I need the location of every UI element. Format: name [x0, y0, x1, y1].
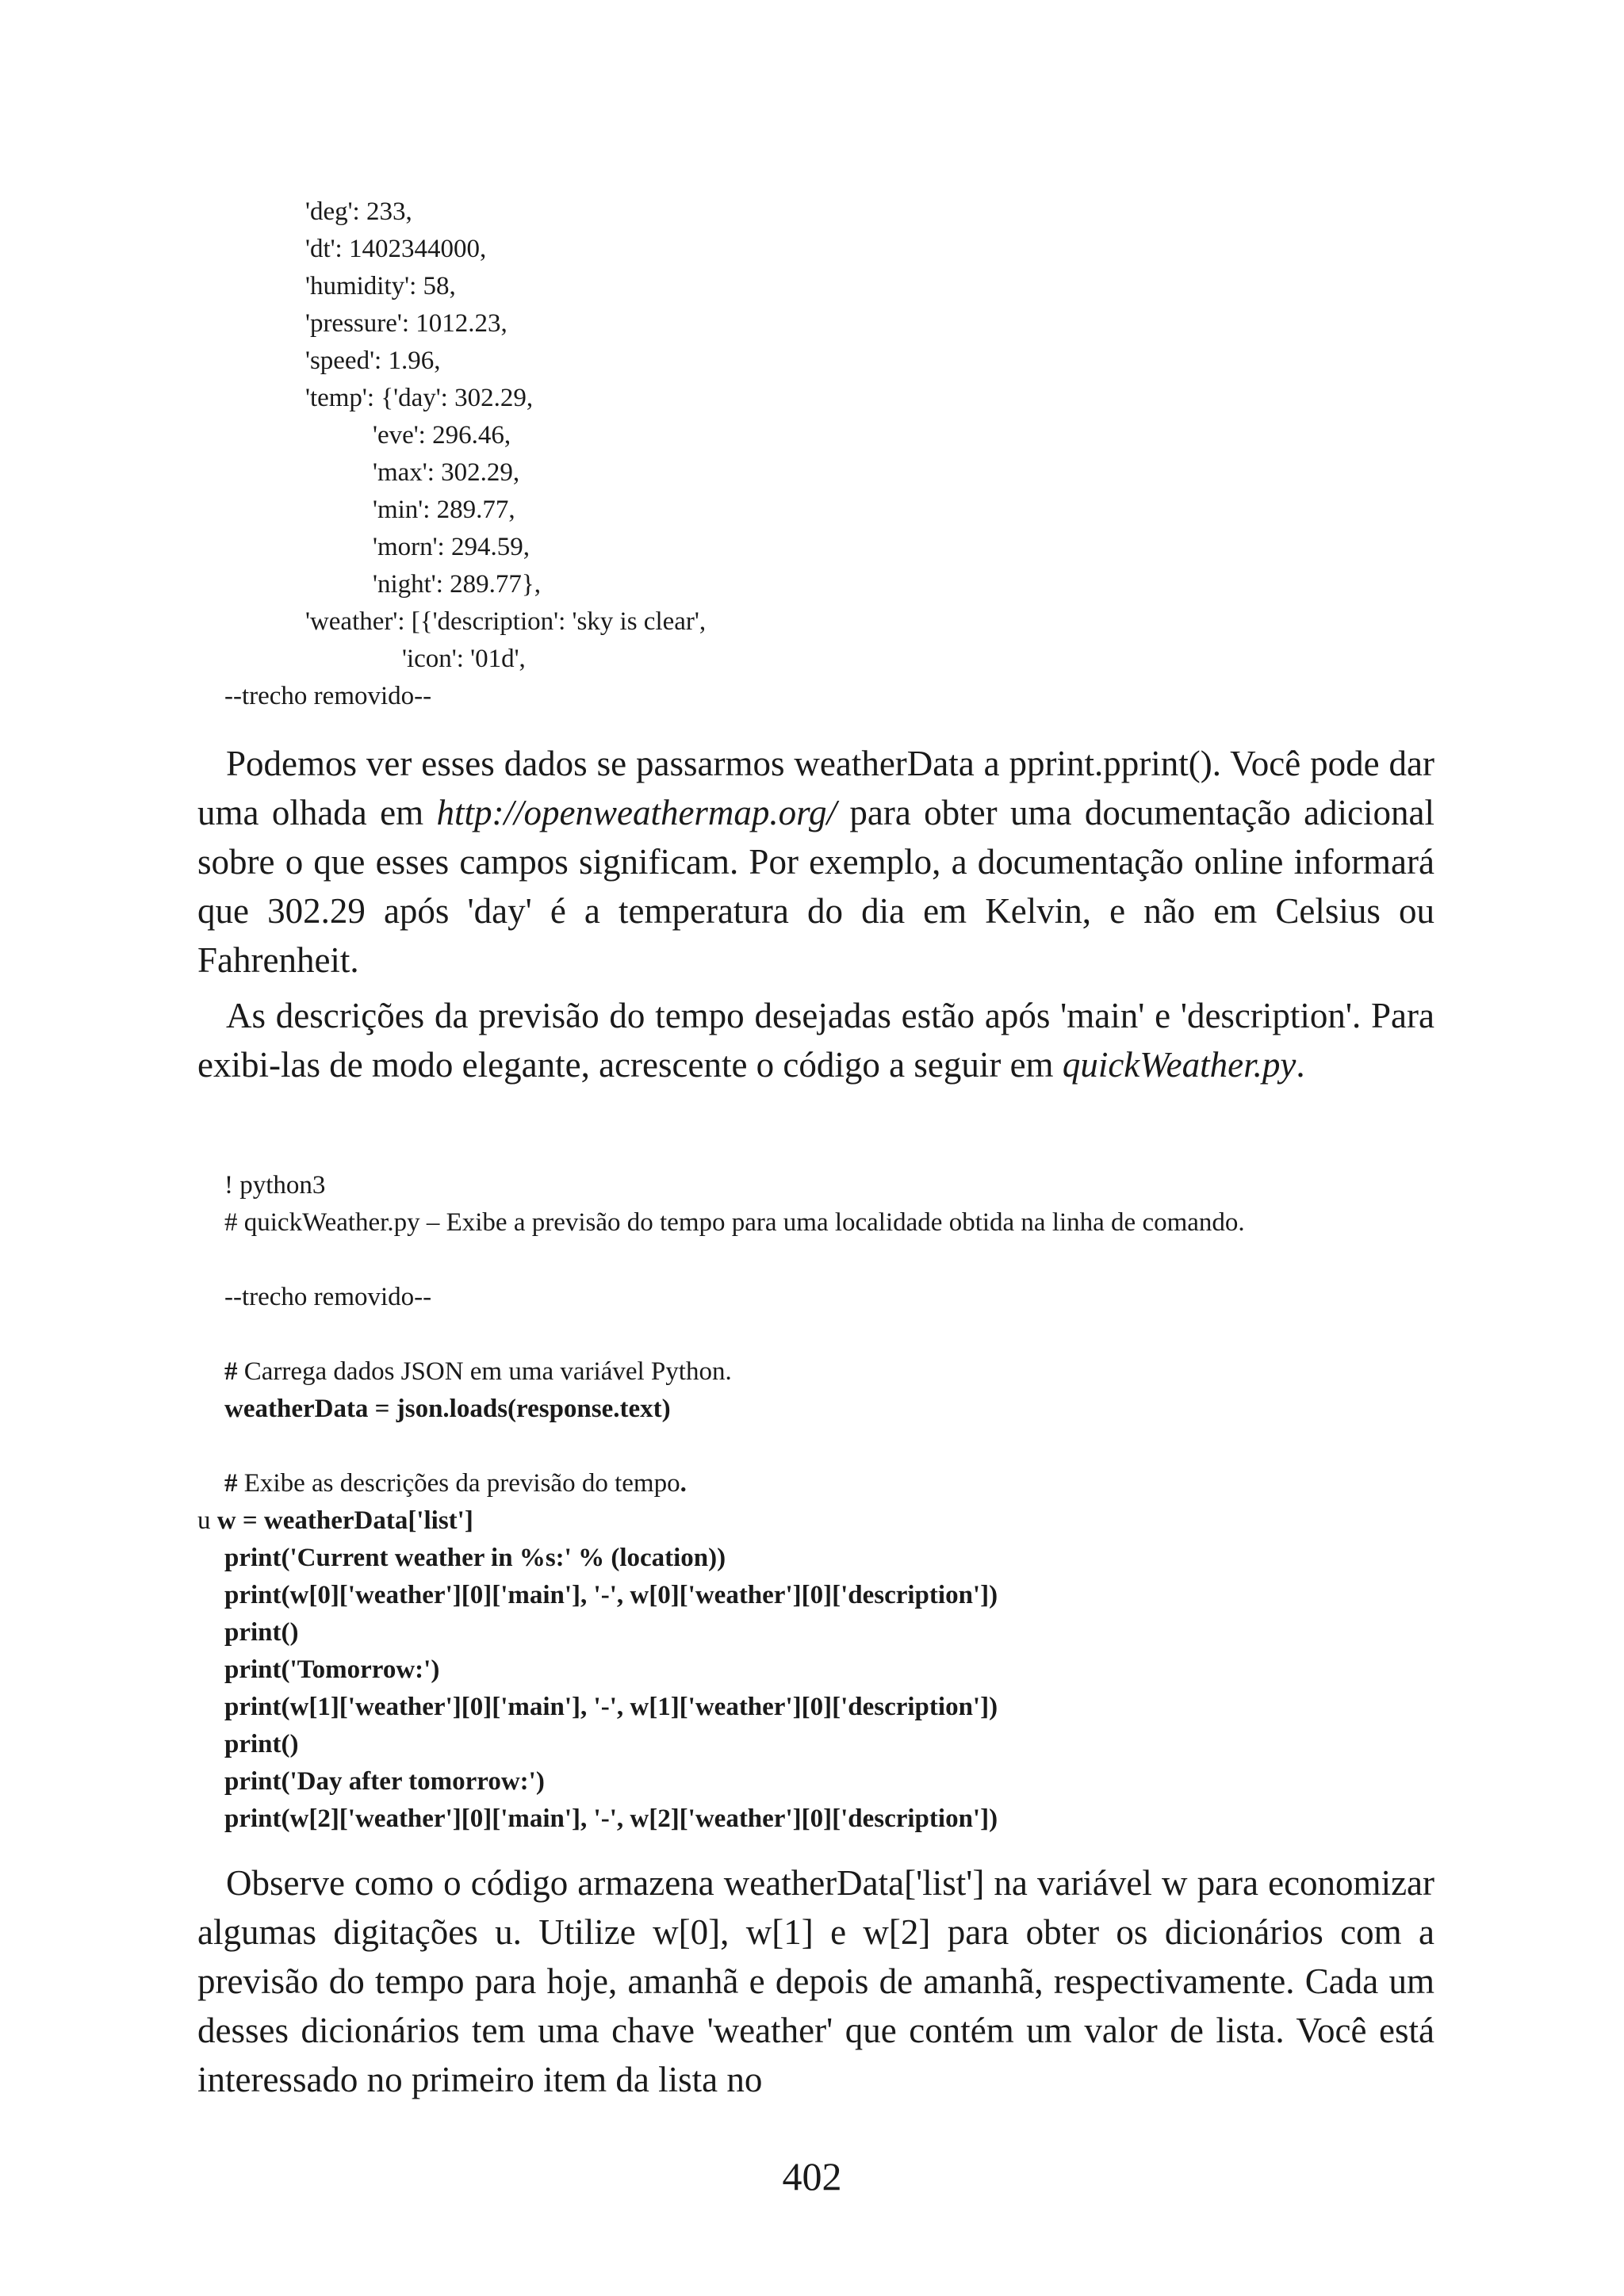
- code-line: 'speed': 1.96,: [305, 346, 441, 375]
- code-line: [197, 1502, 473, 1540]
- body-paragraph: [197, 991, 1434, 1089]
- code-line: print(): [224, 1618, 299, 1647]
- code-line: print(w[1]['weather'][0]['main'], '-', w[1]['weather'][0]['description']): [224, 1693, 998, 1721]
- code-line: print('Tomorrow:'): [224, 1655, 440, 1684]
- paragraph-text: Podemos ver esses dados se passarmos weatherData a pprint.pprint(). Você pode dar uma olhada em: [197, 744, 1434, 832]
- code-line: 'icon': '01d',: [402, 645, 526, 673]
- comment-hash: #: [224, 1357, 238, 1386]
- code-line: print(): [224, 1730, 299, 1758]
- code-line: 'eve': 296.46,: [373, 421, 511, 450]
- code-line: weatherData = json.loads(response.text): [224, 1395, 671, 1423]
- code-line: 'max': 302.29,: [373, 458, 520, 487]
- code-line: 'dt': 1402344000,: [305, 235, 487, 263]
- code-line-removed: --trecho removido--: [224, 1283, 432, 1311]
- code-line: print('Day after tomorrow:'): [224, 1767, 545, 1796]
- code-line: 'min': 289.77,: [373, 496, 515, 524]
- filename-text: quickWeather.py: [1062, 1045, 1297, 1085]
- paragraph-text: As descrições da previsão do tempo desejadas estão após 'main' e 'description'. Para exibi-las de modo elegante, acrescente o código a seguir em: [197, 996, 1434, 1085]
- code-line: 'night': 289.77},: [373, 570, 541, 599]
- comment-text: Carrega dados JSON em uma variável Python.: [237, 1357, 732, 1386]
- code-line: print(w[0]['weather'][0]['main'], '-', w[0]['weather'][0]['description']): [224, 1581, 998, 1609]
- code-line-removed: --trecho removido--: [224, 682, 432, 710]
- line-marker: u: [197, 1506, 217, 1535]
- code-comment: [224, 1465, 687, 1502]
- code-comment: # quickWeather.py – Exibe a previsão do tempo para uma localidade obtida na linha de comando.: [224, 1208, 1245, 1237]
- code-shebang: ! python3: [224, 1171, 326, 1200]
- code-text: w = weatherData['list']: [216, 1506, 473, 1535]
- code-line: 'morn': 294.59,: [373, 533, 530, 561]
- paragraph-text: .: [1296, 1045, 1305, 1085]
- code-line: print(w[2]['weather'][0]['main'], '-', w[2]['weather'][0]['description']): [224, 1804, 998, 1833]
- code-line: 'weather': [{'description': 'sky is clear',: [305, 607, 707, 636]
- body-paragraph: [197, 739, 1434, 985]
- comment-text: Exibe as descrições da previsão do tempo: [237, 1469, 680, 1498]
- comment-hash: #: [224, 1469, 238, 1498]
- code-line: 'deg': 233,: [305, 197, 412, 226]
- body-paragraph: Observe como o código armazena weatherData['list'] na variável w para economizar algumas digitações u. Utilize w[0], w[1] e w[2] para obter os dicionários com a previsão do tempo para hoje, amanhã e depois de amanhã, respectivamente. Cada um desses dicionários tem uma chave 'weather' que contém um valor de lista. Você está interessado no primeiro item da lista no: [197, 1863, 1434, 2099]
- code-line: 'humidity': 58,: [305, 272, 456, 300]
- code-line: print('Current weather in %s:' % (location)): [224, 1544, 726, 1572]
- url-text: http://openweathermap.org/: [436, 793, 837, 832]
- page-number: 402: [782, 2154, 842, 2198]
- paragraph-text: para obter uma documentação adicional sobre o que esses campos significam. Por exemplo, a documentação online informará que 302.29 após 'day' é a temperatura do dia em Kelvin, e não em Celsius ou Fahrenheit.: [197, 793, 1434, 980]
- code-line: 'temp': {'day': 302.29,: [305, 384, 534, 412]
- code-comment: [224, 1353, 732, 1391]
- comment-period: .: [680, 1469, 687, 1498]
- code-line: 'pressure': 1012.23,: [305, 309, 508, 338]
